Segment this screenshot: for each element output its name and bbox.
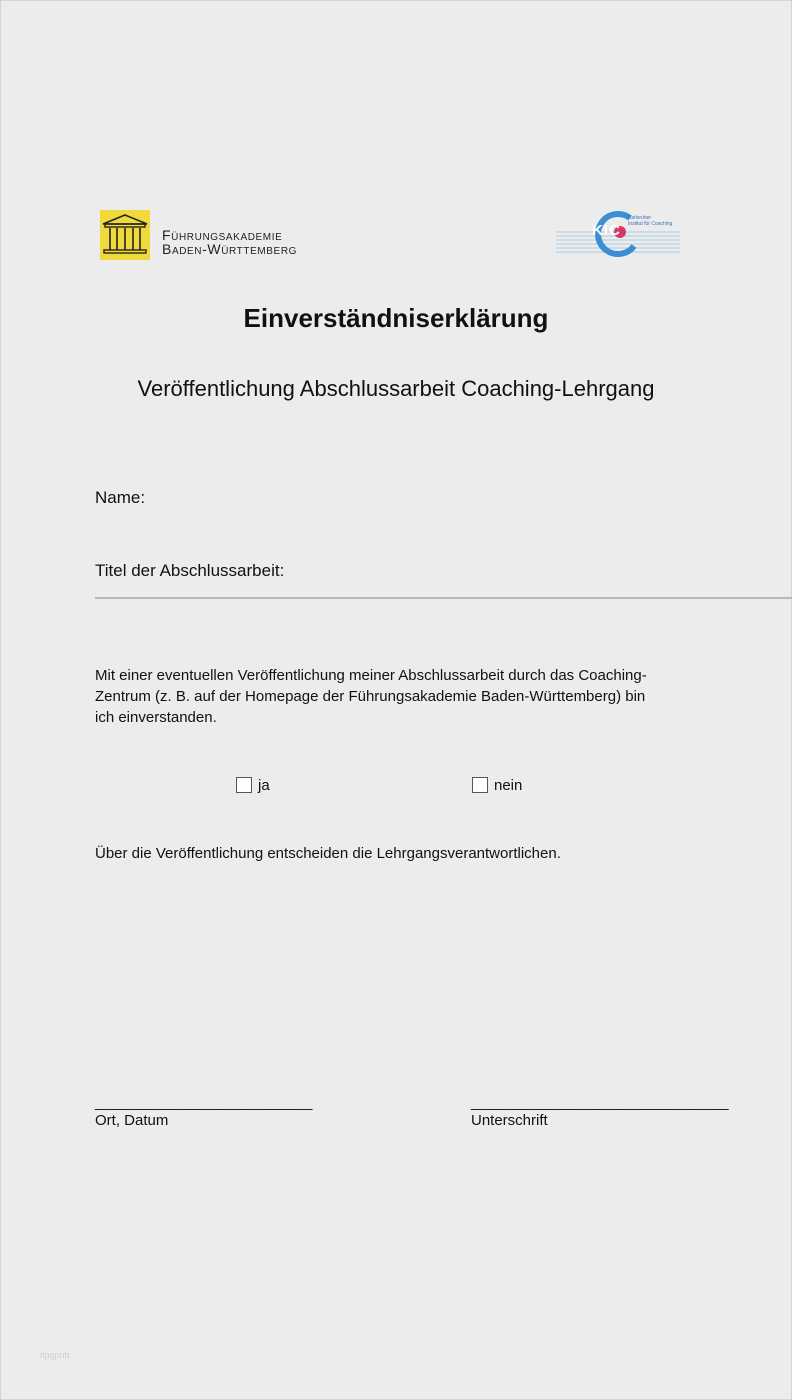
no-label: nein (494, 777, 523, 794)
academy-name (162, 228, 297, 256)
building-columns-icon (100, 210, 150, 260)
name-label: Name: (95, 488, 146, 507)
academy-name-line1: Führungsakademie (162, 227, 283, 243)
no-checkbox[interactable] (472, 777, 488, 793)
consent-line-2: Zentrum (z. B. auf der Homepage der Führungsakademie Baden-Württemberg) bin (95, 688, 646, 705)
watermark: ifpgpub (40, 1350, 70, 1360)
place-date-line: ___________________________ (95, 1094, 313, 1111)
consent-paragraph (95, 665, 695, 728)
yes-checkbox[interactable] (236, 777, 252, 793)
thesis-title-label: Titel der Abschlussarbeit: (95, 561, 285, 580)
decision-note: Über die Veröffentlichung entscheiden die Lehrgangsverantwortlichen. (95, 845, 561, 862)
kic-tagline-line1: Karlsruher (628, 215, 652, 221)
kic-tagline (628, 215, 672, 227)
signature-label: Unterschrift (471, 1112, 548, 1129)
yes-label: ja (258, 777, 270, 794)
consent-line-1: Mit einer eventuellen Veröffentlichung meiner Abschlussarbeit durch das Coaching- (95, 667, 647, 684)
page-title: Einverständniserklärung (243, 303, 549, 333)
divider (95, 597, 792, 599)
place-date-label: Ort, Datum (95, 1112, 169, 1129)
consent-line-3: ich einverstanden. (95, 709, 217, 726)
page-subtitle: Veröffentlichung Abschlussarbeit Coaching-Lehrgang (137, 376, 655, 401)
academy-name-line2: Baden-Württemberg (162, 241, 298, 257)
kic-letters: KIC (592, 222, 621, 239)
kic-tagline-line2: Institut für Coaching (628, 221, 673, 227)
signature-line: ________________________________ (471, 1094, 729, 1111)
